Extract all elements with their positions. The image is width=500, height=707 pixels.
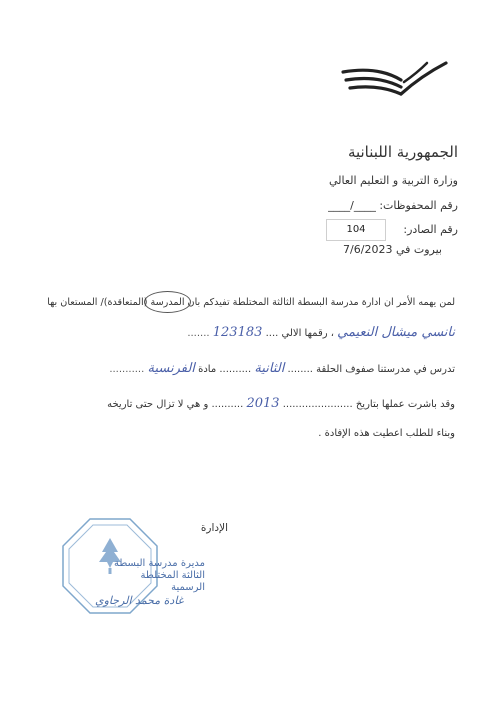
paragraph-intro: لمن يهمه الأمر ان ادارة مدرسة البسطة الثالثة المختلطة تفيدكم بان المدرسة (المتعاقدة)/ المستعان بها [47,297,455,308]
trailing-dots: ....... [187,328,210,339]
archive-number [328,199,458,212]
closing-line: وبناء للطلب اعطيت هذه الإفادة . [318,428,455,439]
selection-circle [144,291,191,313]
handwritten-name: نانسي ميشال النعيمي [337,325,455,340]
issued-number-label: رقم الصادر: [403,223,458,236]
signer-name: غادة محمد الرجاوي [95,594,184,607]
date-line: بيروت في 7/6/2023 [343,243,442,256]
open-book-logo [338,55,453,100]
republic-title: الجمهورية اللبنانية [347,143,458,161]
ministry-name: وزارة التربية و التعليم العالي [328,174,458,187]
subject-label: .......... مادة [198,364,252,375]
stamp-line: مديرة مدرسة البسطة [113,558,205,569]
name-row [187,325,455,340]
start-prefix: وقد باشرت عملها بتاريخ ...................... [282,399,455,410]
handwritten-year: 2013 [246,396,280,411]
trailing-dots: ........... [109,364,145,375]
start-date-row [107,396,455,411]
handwritten-number: 123183 [212,325,263,340]
handwritten-subject: الفرنسية [147,361,195,376]
stamp-text [85,558,205,594]
archive-value: ____/____ [328,199,376,212]
class-row [109,361,455,376]
handwritten-cycle: الثانية [254,361,285,376]
start-suffix: .......... و هي لا تزال حتى تاريخه [107,399,244,410]
class-prefix: تدرس في مدرستنا صفوف الحلقة ........ [287,364,455,375]
archive-label: رقم المحفوظات: [379,199,458,212]
stamp-line: الثالثة المختلطة [140,570,205,581]
stamp-line: الرسمية [171,582,205,593]
issued-number-box: 104 [326,219,386,241]
administration-label: الإدارة [200,522,228,534]
phone-label: ، رقمها الالي .... [265,328,334,339]
